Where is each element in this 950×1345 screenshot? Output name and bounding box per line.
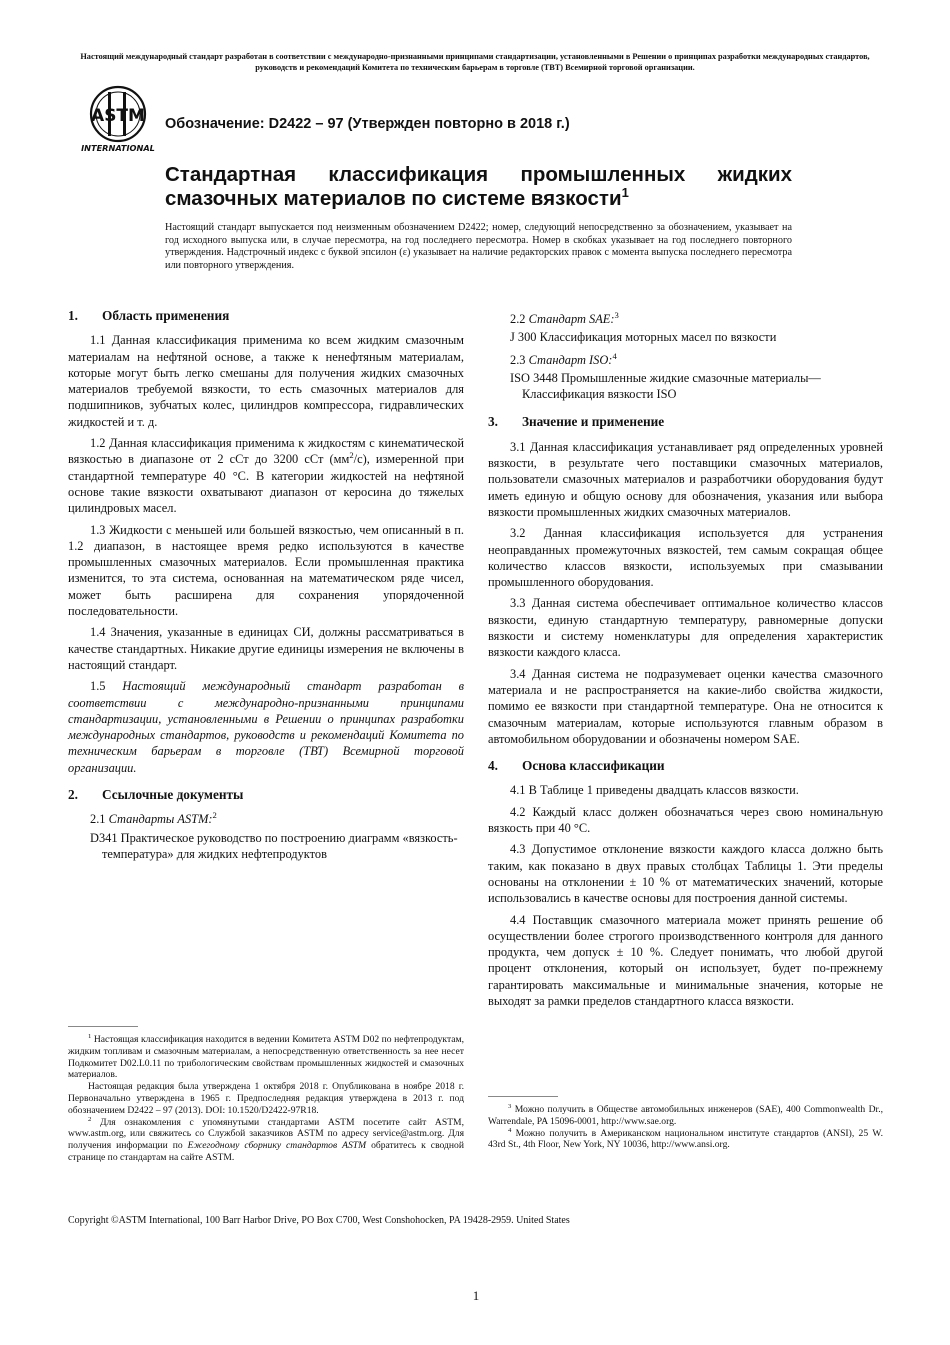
- section-4-heading: [488, 758, 883, 774]
- paragraph-4-3: 4.3 Допустимое отклонение вязкости каждого класса должно быть таким, как показано в двух правых столбцах Таблицы 1. Эти пределы основаны на отклонении ± 10 % от математических значений, которые использовались в качестве основы для построения данной системы.: [488, 842, 883, 906]
- paragraph-3-1: 3.1 Данная классификация устанавливает ряд определенных уровней вязкости, в результате чего поставщики смазочных материалов, пользователи смазочных материалов и разработчики оборудования будут иметь единую и общую основу для обозначения, указания или выбора вязкости промышленных жидких смазочных материалов.: [488, 439, 883, 519]
- section-number: 3.: [488, 414, 498, 430]
- paragraph-4-1: 4.1 В Таблице 1 приведены двадцать классов вязкости.: [510, 783, 799, 798]
- astm-logo-icon: [78, 84, 158, 154]
- footnotes-left: [68, 1034, 464, 1164]
- svg-text:ASTM: ASTM: [91, 106, 145, 126]
- copyright: Copyright ©ASTM International, 100 Barr Harbor Drive, PO Box C700, West Conshohocken, PA 19428-2959. United States: [68, 1215, 570, 1226]
- title-footnote-mark: 1: [621, 185, 629, 201]
- paragraph-4-2: 4.2 Каждый класс должен обозначаться через свою номинальную вязкость при 40 °C.: [488, 804, 883, 836]
- paragraph-1-4: 1.4 Значения, указанные в единицах СИ, должны рассматриваться в качестве стандартных. Никакие другие единицы измерения не включены в настоящий стандарт.: [68, 625, 464, 672]
- footnotes-right: [488, 1104, 883, 1151]
- footnote-3: $^3$ Можно получить в Обществе автомобильных инженеров (SAE), 400 Commonwealth Dr., Warrendale, PA 15096-0001, http://www.sae.org.: [488, 1102, 883, 1127]
- paragraph-3-2: 3.2 Данная классификация используется для устранения неоправданных промежуточных вязкостей, тем самым сокращая общее количество классов вязкости, используемых при смазывании промышленного оборудования.: [488, 526, 883, 590]
- ref-d341: D341 Практическое руководство по построению диаграмм «вязкость-температура» для жидких нефтепродуктов: [90, 830, 458, 861]
- right-column: [488, 311, 883, 1014]
- paragraph-text: /с), измеренной при стандартной температуре 40 °C. В категории жидкостей на нефтяной основе такие вязкости охватывают диапазон от керосина до тяжелых цилиндровых масел.: [68, 452, 464, 516]
- section-title: Область применения: [102, 308, 230, 323]
- section-number: 4.: [488, 758, 498, 774]
- paragraph-text: 1.2 Данная классификация применима к жидкостям с кинематической вязкостью в диапазоне от 2 сСт до 3200 сСт (мм: [68, 436, 464, 467]
- ref-j300: J 300 Классификация моторных масел по вязкости: [510, 330, 777, 345]
- paragraph-number: 1.5: [90, 679, 106, 694]
- footnote-1b: Настоящая редакция была утверждена 1 октября 2018 г. Опубликована в ноябре 2018 г. Первоначально утверждена в 1965 г. Предпоследняя редакция утверждена в 2013 г. под обозначением D2422 – 97 (2013). DOI: 10.1520/D2422-97R18.: [68, 1081, 464, 1116]
- footnote-1: $^1$ Настоящая классификация находится в ведении Комитета ASTM D02 по нефтепродуктам, жидким топливам и смазочным материалам, а непосредственную ответственность за нее несет Подкомитет D02.L0.11 по трибологическим свойствам промышленных жидкостей и смазочных материалов.: [68, 1032, 464, 1081]
- ref-iso3448: ISO 3448 Промышленные жидкие смазочные материалы—Классификация вязкости ISO: [510, 370, 821, 402]
- title-text: Стандартная классификация промышленных жидких смазочных материалов по системе вязкости: [165, 163, 792, 210]
- section-title: Значение и применение: [522, 414, 665, 430]
- header-note: Настоящий международный стандарт разработан в соответствии с международно-признанными принципами стандартизации, установленными в Решении о принципах разработки международных стандартов, руководств и рекомендаций Комитета по техническим барьерам в торговле (ТВТ) Всемирной торговой организации.: [80, 52, 870, 72]
- ref-astm-label: 2.1 Стандарты ASTM:$^2$: [90, 810, 217, 827]
- ref-sae-label: 2.2 Стандарт SAE:$^3$: [510, 309, 619, 326]
- section-3-heading: [488, 414, 883, 430]
- paragraph-3-3: 3.3 Данная система обеспечивает оптимальное количество классов вязкости, единую стандартную температуру, равномерные допуски вязкости и систему номенклатуры для определения характеристик вязкости каждого класса.: [488, 596, 883, 660]
- paragraph-4-4: 4.4 Поставщик смазочного материала может принять решение об осуществлении более строгого производственного контроля для данного продукта, чем допуск ± 10 %. Следует понимать, что любой другой процент отклонения, который он использует, будет по-прежнему гарантировать максимальные и минимальные значения, которые не выходят за рамки пределов стандартного класса вязкости.: [488, 912, 883, 1008]
- section-title: Основа классификации: [522, 758, 665, 774]
- paragraph-1-2: [68, 435, 464, 516]
- footnote-separator-left: [68, 1026, 138, 1027]
- paragraph-1-5: [68, 678, 464, 776]
- section-number: 1.: [68, 308, 78, 323]
- left-column: [68, 308, 464, 868]
- superscript: 2: [349, 450, 354, 461]
- paragraph-3-4: 3.4 Данная система не подразумевает оценки качества смазочного материала и не распространяется на какие-либо свойства жидкости, помимо ее вязкости при стандартной температуре. Она не относится к смазочным материалам, которые используются главным образом в автомобильном оборудовании и обозначены номером SAE.: [488, 666, 883, 746]
- section-number: 2.: [68, 787, 78, 803]
- astm-logo: [78, 84, 158, 154]
- section-title: Ссылочные документы: [102, 787, 244, 803]
- ref-iso-label: 2.3 Стандарт ISO:$^4$: [510, 350, 617, 367]
- svg-text:INTERNATIONAL: INTERNATIONAL: [81, 143, 155, 153]
- designation: Обозначение: D2422 – 97 (Утвержден повторно в 2018 г.): [165, 116, 570, 132]
- paragraph-1-1: 1.1 Данная классификация применима ко всем жидким смазочным материалам на нефтяной основе, а также к ненефтяным материалам, которые могут быть легко смешаны для получения жидких смазочных материалов требуемой вязкости, то есть смазочных материалов для подшипников, зубчатых колес, цилиндров компрессора, гидравлических жидкостей и т. д.: [68, 333, 464, 429]
- document-title: [165, 163, 792, 211]
- section-1-heading: [68, 308, 464, 324]
- intro-note: Настоящий стандарт выпускается под неизменным обозначением D2422; номер, следующий непосредственно за обозначением, указывает на год исходного выпуска или, в случае пересмотра, на год последнего пересмотра. Номер в скобках указывает на год последнего повторного утверждения. Надстрочный индекс с буквой эпсилон (ε) указывает на наличие редакторских правок с момента выпуска последнего пересмотра или повторного утверждения.: [165, 222, 792, 272]
- paragraph-1-3: 1.3 Жидкости с меньшей или большей вязкостью, чем описанный в п. 1.2 диапазон, в настоящее время редко используются в качестве промышленных смазочных материалов. Если промышленная практика изменится, то эта система, основанная на математическом ряде чисел, может быть расширена для сохранения упорядоченной последовательности.: [68, 522, 464, 619]
- footnote-2: $^2$ Для ознакомления с упомянутыми стандартами ASTM посетите сайт ASTM, www.astm.org, или свяжитесь со Службой заказчиков ASTM по адресу service@astm.org. Для получения информации по Ежегодному сборнику стандартов ASTM обратитесь к сводной странице по стандартам на сайте ASTM.: [68, 1115, 464, 1163]
- section-2-heading: [68, 787, 464, 803]
- footnote-4: $^4$ Можно получить в Американском национальном институте стандартов (ANSI), 25 W. 43rd St., 4th Floor, New York, NY 10036, http://www.ansi.org.: [488, 1126, 883, 1151]
- page-number: 1: [472, 1288, 480, 1303]
- footnote-separator-right: [488, 1096, 558, 1097]
- paragraph-text: Настоящий международный стандарт разработан в соответствии с международно-признанными принципами стандартизации, установленными в Решении о принципах разработки международных стандартов, руководств и рекомендаций Комитета по техническим барьерам в торговле (ТВТ) Всемирной торговой организации.: [68, 679, 464, 775]
